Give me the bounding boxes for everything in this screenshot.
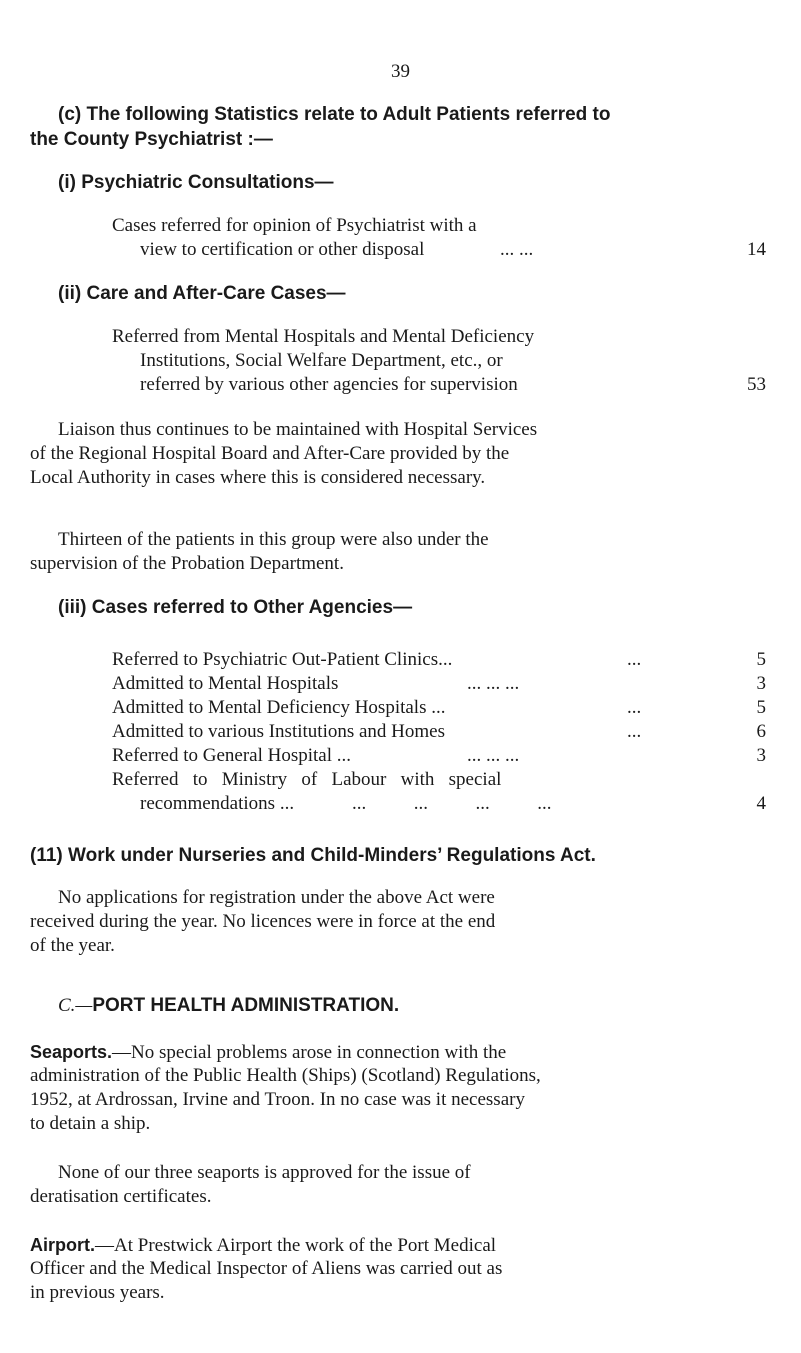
list-item bbox=[112, 696, 766, 720]
liaison-p2-line2: supervision of the Probation Department. bbox=[30, 553, 344, 574]
list-item bbox=[112, 792, 766, 816]
section-11-line1: No applications for registration under the above Act were bbox=[58, 887, 495, 908]
section-c-heading-line1: (c) The following Statistics relate to Adult Patients referred to bbox=[58, 104, 611, 125]
item-label: Admitted to Mental Hospitals bbox=[112, 673, 339, 694]
consultations-value: 14 bbox=[747, 239, 766, 260]
section-C-title: PORT HEALTH ADMINISTRATION. bbox=[92, 995, 400, 1016]
leader-dots: ... bbox=[627, 649, 642, 670]
leader-dots: ... ... ... bbox=[467, 673, 520, 694]
liaison-p1-line2: of the Regional Hospital Board and After-Care provided by the bbox=[30, 443, 510, 464]
liaison-p1-line3: Local Authority in cases where this is considered necessary. bbox=[30, 467, 486, 488]
item-label: recommendations ... bbox=[140, 793, 295, 814]
airport-runin: Airport. bbox=[30, 1235, 95, 1255]
leader-dots: ... bbox=[627, 697, 642, 718]
leader-dots: ... ... bbox=[500, 239, 534, 260]
leader-dots: ... ... ... bbox=[467, 745, 520, 766]
list-item bbox=[112, 648, 766, 672]
consultations-line1: Cases referred for opinion of Psychiatrist with a bbox=[112, 215, 477, 236]
item-value: 5 bbox=[756, 649, 766, 670]
subsection-i-heading: (i) Psychiatric Consultations— bbox=[58, 172, 334, 193]
aftercare-line1: Referred from Mental Hospitals and Mental Deficiency bbox=[112, 326, 535, 347]
airport-text: —At Prestwick Airport the work of the Port Medical bbox=[95, 1235, 497, 1256]
liaison-p2-line1: Thirteen of the patients in this group were also under the bbox=[58, 529, 489, 550]
subsection-iii-heading: (iii) Cases referred to Other Agencies— bbox=[58, 597, 413, 618]
list-item bbox=[112, 720, 766, 744]
item-value: 6 bbox=[756, 721, 766, 742]
seaports-p2-line1: None of our three seaports is approved for the issue of bbox=[58, 1162, 471, 1183]
seaports-p2-line2: deratisation certificates. bbox=[30, 1186, 212, 1207]
list-item bbox=[112, 672, 766, 696]
aftercare-line3: referred by various other agencies for supervision bbox=[140, 374, 518, 395]
aftercare-line2: Institutions, Social Welfare Department, etc., or bbox=[140, 350, 503, 371]
section-c-heading-line2: the County Psychiatrist :— bbox=[30, 129, 273, 150]
section-11-heading: (11) Work under Nurseries and Child-Minders’ Regulations Act. bbox=[30, 845, 596, 866]
section-11-line2: received during the year. No licences were in force at the end bbox=[30, 911, 496, 932]
airport-line1 bbox=[30, 1233, 496, 1258]
aftercare-value: 53 bbox=[747, 374, 766, 395]
section-C-prefix: C.— bbox=[58, 995, 93, 1016]
item-label: Referred to Psychiatric Out-Patient Clinics... bbox=[112, 649, 453, 670]
consultations-line2: view to certification or other disposal bbox=[140, 239, 425, 260]
seaports-line2: administration of the Public Health (Ships) (Scotland) Regulations, bbox=[30, 1065, 541, 1086]
seaports-line1 bbox=[30, 1040, 506, 1065]
section-C-heading bbox=[58, 994, 399, 1017]
airport-line3: in previous years. bbox=[30, 1282, 165, 1303]
seaports-line3: 1952, at Ardrossan, Irvine and Troon. In no case was it necessary bbox=[30, 1089, 525, 1110]
item-label: Referred to General Hospital ... bbox=[112, 745, 351, 766]
subsection-ii-heading: (ii) Care and After-Care Cases— bbox=[58, 283, 346, 304]
page-number: 39 bbox=[391, 61, 410, 82]
item-value: 3 bbox=[756, 745, 766, 766]
seaports-runin: Seaports. bbox=[30, 1042, 113, 1062]
seaports-line4: to detain a ship. bbox=[30, 1113, 151, 1134]
leader-dots: ... ... ... ... bbox=[352, 793, 552, 814]
list-item bbox=[112, 768, 766, 792]
seaports-text: —No special problems arose in connection with the bbox=[112, 1042, 507, 1063]
item-value: 4 bbox=[756, 793, 766, 814]
consultations-entry bbox=[140, 238, 766, 262]
section-11-line3: of the year. bbox=[30, 935, 115, 956]
item-value: 5 bbox=[756, 697, 766, 718]
item-label: Admitted to various Institutions and Homes bbox=[112, 721, 446, 742]
list-item bbox=[112, 744, 766, 768]
airport-line2: Officer and the Medical Inspector of Aliens was carried out as bbox=[30, 1258, 503, 1279]
item-value: 3 bbox=[756, 673, 766, 694]
item-label: Admitted to Mental Deficiency Hospitals ... bbox=[112, 697, 446, 718]
leader-dots: ... bbox=[627, 721, 642, 742]
liaison-p1-line1: Liaison thus continues to be maintained with Hospital Services bbox=[58, 419, 538, 440]
item-label: Referred to Ministry of Labour with special bbox=[112, 769, 502, 790]
other-agencies-list bbox=[112, 648, 766, 816]
aftercare-entry bbox=[140, 373, 766, 397]
